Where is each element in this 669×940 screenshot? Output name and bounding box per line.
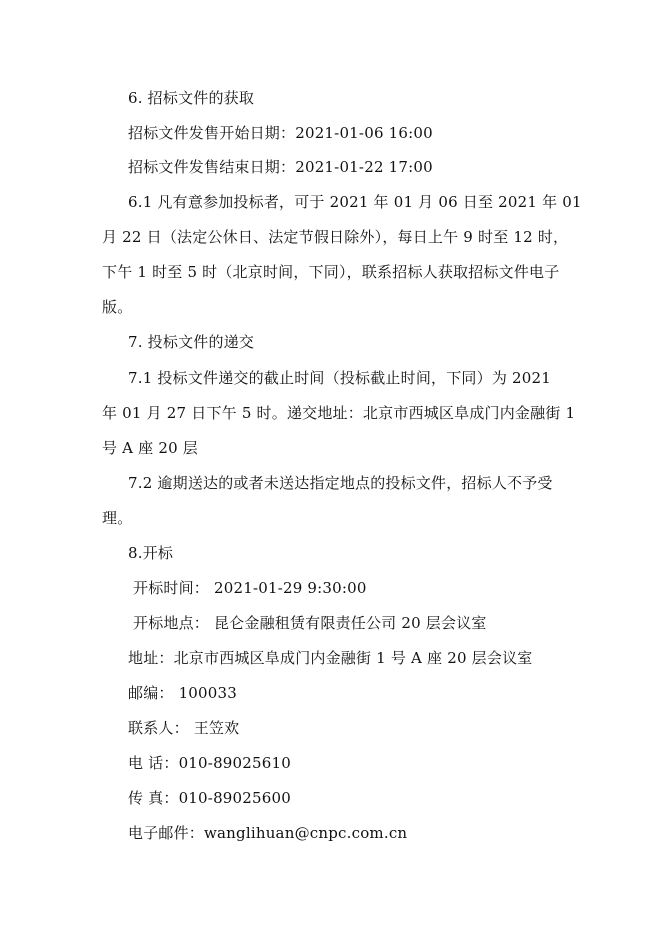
- section-6-heading: 6. 招标文件的获取: [128, 89, 255, 107]
- phone: 电 话：010-89025610: [128, 754, 292, 772]
- para-6-1-line-2: 月 22 日（法定公休日、法定节假日除外），每日上午 9 时至 12 时，: [102, 228, 569, 246]
- sale-start-date: 招标文件发售开始日期：2021-01-06 16:00: [128, 124, 433, 142]
- para-7-1-line-3: 号 A 座 20 层: [102, 439, 198, 457]
- email: 电子邮件：wanglihuan@cnpc.com.cn: [128, 824, 408, 842]
- section-7-heading: 7. 投标文件的递交: [128, 333, 255, 351]
- contact-person: 联系人： 王笠欢: [128, 719, 240, 737]
- para-6-1-line-3: 下午 1 时至 5 时（北京时间，下同），联系招标人获取招标文件电子: [102, 263, 560, 281]
- address: 地址：北京市西城区阜成门内金融街 1 号 A 座 20 层会议室: [128, 649, 533, 667]
- fax: 传 真：010-89025600: [128, 789, 292, 807]
- open-time: 开标时间： 2021-01-29 9:30:00: [133, 579, 367, 597]
- para-7-2-line-1: 7.2 逾期送达的或者未送达指定地点的投标文件，招标人不予受: [128, 474, 553, 492]
- para-7-1-line-2: 年 01 月 27 日下午 5 时。递交地址：北京市西城区阜成门内金融街 1: [102, 404, 576, 422]
- sale-end-date: 招标文件发售结束日期：2021-01-22 17:00: [128, 158, 433, 176]
- para-7-1-line-1: 7.1 投标文件递交的截止时间（投标截止时间，下同）为 2021: [128, 369, 551, 387]
- para-7-2-line-2: 理。: [102, 509, 133, 527]
- section-8-heading: 8.开标: [128, 544, 174, 562]
- para-6-1-line-1: 6.1 凡有意参加投标者，可于 2021 年 01 月 06 日至 2021 年 01: [128, 193, 582, 211]
- open-place: 开标地点： 昆仑金融租赁有限责任公司 20 层会议室: [133, 614, 487, 632]
- postcode: 邮编： 100033: [128, 684, 238, 702]
- para-6-1-line-4: 版。: [102, 298, 133, 316]
